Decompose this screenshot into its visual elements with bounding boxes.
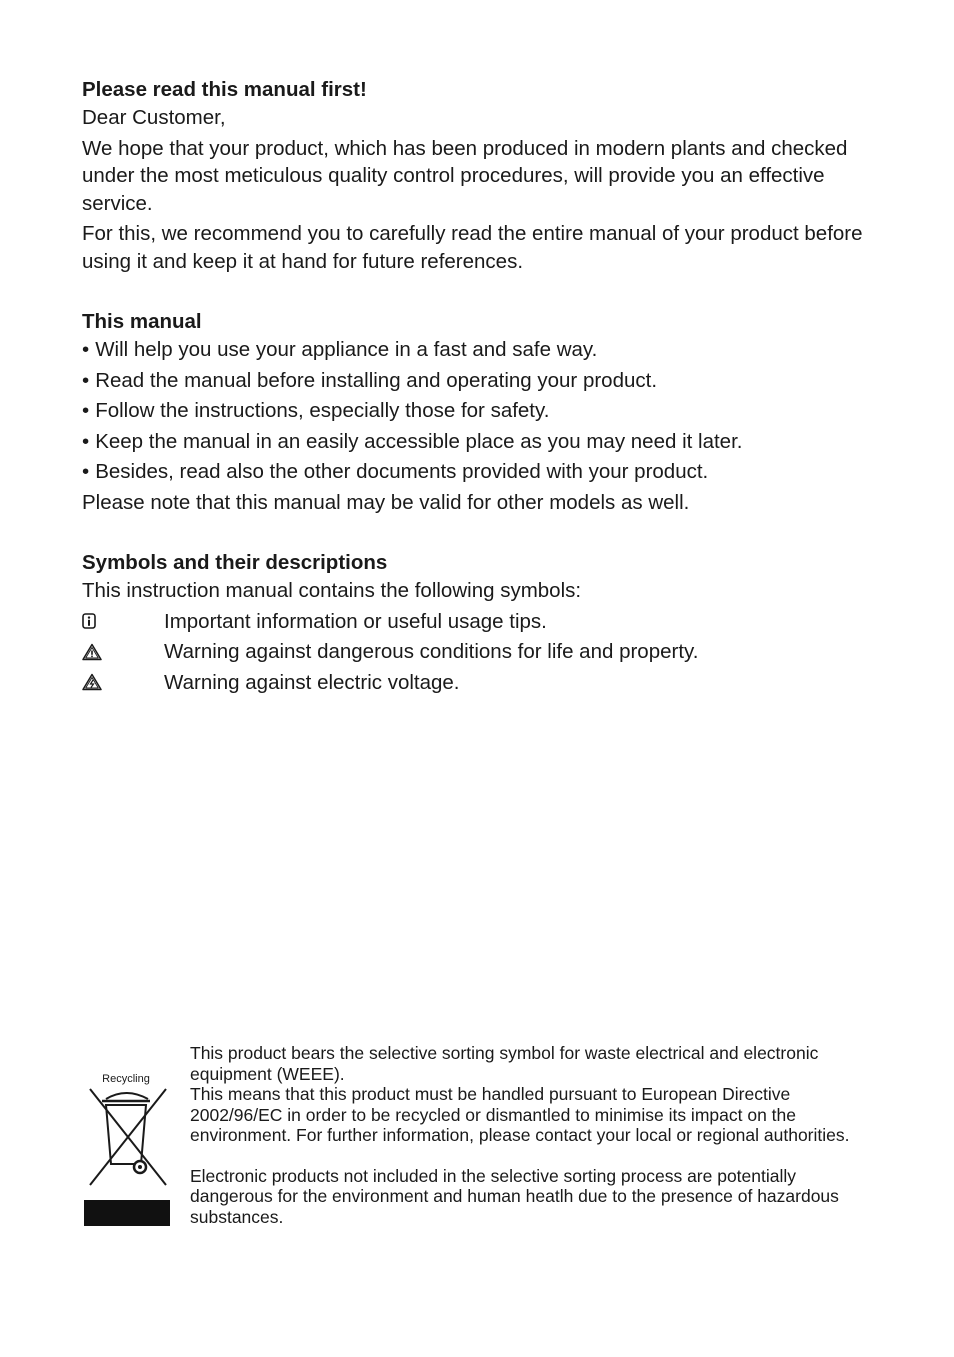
list-item: • Keep the manual in an easily accessible place as you may need it later.	[82, 428, 872, 456]
symbol-description: Warning against electric voltage.	[164, 670, 460, 694]
electric-warning-icon	[82, 673, 164, 691]
recycling-label: Recycling	[102, 1073, 150, 1085]
symbol-description: Warning against dangerous conditions for life and property.	[164, 640, 699, 663]
manual-page	[82, 76, 872, 696]
symbol-description: Important information or useful usage tips.	[164, 609, 547, 633]
symbols-intro: This instruction manual contains the following symbols:	[82, 579, 582, 602]
greeting: Dear Customer,	[82, 106, 226, 129]
symbols-section	[82, 549, 872, 696]
crossed-bin-icon	[82, 1069, 174, 1194]
symbol-row-warning	[82, 638, 872, 666]
symbol-row-electric	[82, 669, 872, 697]
symbol-row-info	[82, 608, 872, 636]
list-item: • Besides, read also the other documents provided with your product.	[82, 458, 872, 486]
recycling-paragraph-1b: This means that this product must be handled pursuant to European Directive 2002/96/EC in order to be recycled or dismantled to minimise its impact on the environment. For further information, please contact your local or regional authorities.	[190, 1084, 850, 1145]
this-manual-section	[82, 308, 872, 516]
symbols-heading: Symbols and their descriptions	[82, 551, 388, 574]
list-item: • Follow the instructions, especially those for safety.	[82, 397, 872, 425]
list-item: • Read the manual before installing and operating your product.	[82, 367, 872, 395]
recycling-paragraph-2: Electronic products not included in the selective sorting process are potentially dangerous for the environment and human heatlh due to the presence of hazardous substances.	[190, 1165, 839, 1227]
intro-section	[82, 76, 872, 275]
recycling-text	[190, 1043, 874, 1227]
recycling-paragraph-1a: This product bears the selective sorting symbol for waste electrical and electronic equipment (WEEE).	[190, 1043, 819, 1084]
intro-paragraph-2: For this, we recommend you to carefully read the entire manual of your product before using it and keep it at hand for future references.	[82, 222, 863, 273]
list-item: • Will help you use your appliance in a fast and safe way.	[82, 336, 872, 364]
intro-paragraph-1: We hope that your product, which has been produced in modern plants and checked under the most meticulous quality control procedures, will provide you an effective service.	[82, 136, 848, 215]
this-manual-heading: This manual	[82, 310, 202, 333]
intro-heading: Please read this manual first!	[82, 78, 367, 101]
manual-bullet-list	[82, 336, 872, 486]
weee-black-bar	[84, 1200, 170, 1226]
manual-note: Please note that this manual may be valid for other models as well.	[82, 490, 690, 514]
warning-triangle-icon	[82, 643, 164, 661]
info-icon	[82, 613, 164, 629]
recycling-section	[82, 1043, 872, 1263]
